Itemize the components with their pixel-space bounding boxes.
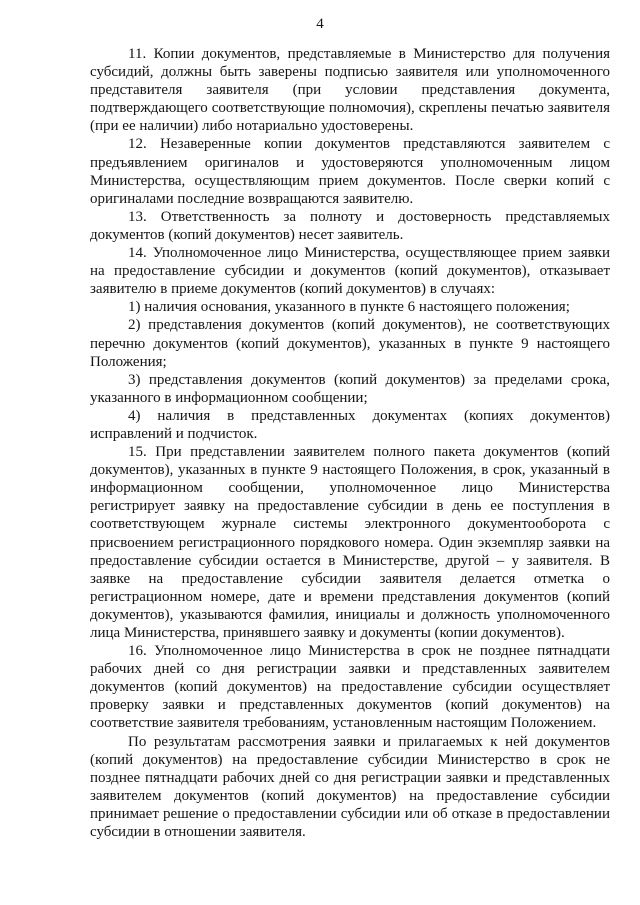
list-item-2: 2) представления документов (копий документов), не соответствующих перечню документов (копий документов), указанных в пункте 9 настоящего Положения; (90, 317, 610, 370)
document-body (90, 45, 610, 841)
paragraph-13: 13. Ответственность за полноту и достоверность представляемых документов (копий документов) несет заявитель. (90, 208, 610, 243)
list-item-4: 4) наличия в представленных документах (копиях документов) исправлений и подчисток. (90, 407, 610, 442)
paragraph-16: 16. Уполномоченное лицо Министерства в срок не позднее пятнадцати рабочих дней со дня регистрации заявки и представленных заявителем документов (копий документов) на предоставление субсидии осуществляет проверку заявки и представленных документов (копий документов) на соответствие заявителя требованиям, установленным настоящим Положением. (90, 643, 610, 732)
paragraph-11: 11. Копии документов, представляемые в Министерство для получения субсидий, должны быть заверены подписью заявителя или уполномоченного представителя заявителя (при условии представления документа, подтверждающего соответствующие полномочия), скреплены печатью заявителя (при ее наличии) либо нотариально удостоверены. (90, 46, 610, 135)
list-item-1: 1) наличия основания, указанного в пункте 6 настоящего положения; (128, 299, 570, 316)
list-item-3: 3) представления документов (копий документов) за пределами срока, указанного в информационном сообщении; (90, 371, 610, 406)
paragraph-15: 15. При представлении заявителем полного пакета документов (копий документов), указанных в пункте 9 настоящего Положения, в срок, указанный в информационном сообщении, уполномоченное лицо Министерства регистрирует заявку на предоставление субсидии в день ее поступления в соответствующем журнале системы электронного документооборота с присвоением регистрационного порядкового номера. Один экземпляр заявки на предоставление субсидии остается в Министерстве, другой – у заявителя. В заявке на предоставление субсидии заявителя делается отметка о регистрационном номере, дате и времени представления документов (копий документов), указываются фамилия, инициалы и должность уполномоченного лица Министерства, принявшего заявку и документы (копии документов). (90, 444, 610, 641)
paragraph-12: 12. Незаверенные копии документов представляются заявителем с предъявлением оригиналов и удостоверяются уполномоченным лицом Министерства, осуществляющим прием документов. После сверки копий с оригиналами последние возвращаются заявителю. (90, 136, 610, 207)
page-number: 4 (316, 16, 324, 32)
paragraph-14: 14. Уполномоченное лицо Министерства, осуществляющее прием заявки на предоставление субсидии и документов (копий документов), отказывает заявителю в приеме документов (копий документов) в случаях: (90, 245, 610, 298)
paragraph-review-results: По результатам рассмотрения заявки и прилагаемых к ней документов (копий документов) на предоставление субсидии Министерство в срок не позднее пятнадцати рабочих дней со дня регистрации заявки и представленных заявителем документов (копий документов) на предоставление субсидии принимает решение о предоставлении субсидии или об отказе в предоставлении субсидии в отношении заявителя. (90, 733, 610, 841)
